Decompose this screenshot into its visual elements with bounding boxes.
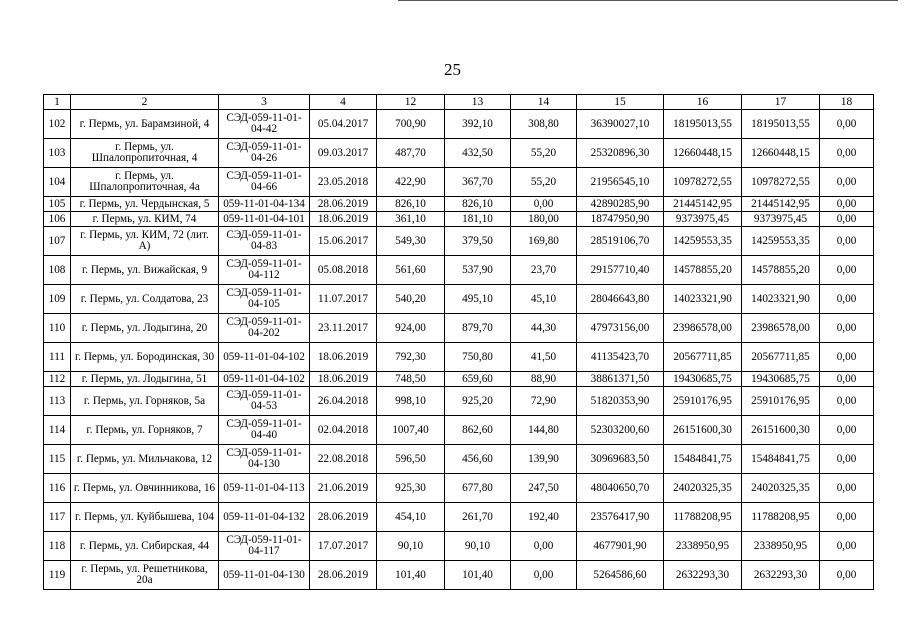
address-cell: г. Пермь, ул. Овчинникова, 16 <box>71 474 219 503</box>
col18-cell: 0,00 <box>820 416 874 445</box>
col17-cell: 14259553,35 <box>742 227 820 256</box>
register-table <box>43 94 874 590</box>
table-row <box>44 503 874 532</box>
code-cell: СЭД-059-11-01-04-66 <box>219 168 310 197</box>
code-cell: СЭД-059-11-01-04-117 <box>219 532 310 561</box>
col12-cell: 826,10 <box>377 197 445 212</box>
col12-cell: 540,20 <box>377 285 445 314</box>
col18-cell: 0,00 <box>820 343 874 372</box>
row-number-cell: 103 <box>44 139 71 168</box>
col16-cell: 9373975,45 <box>664 212 742 227</box>
table-row <box>44 285 874 314</box>
col15-cell: 25320896,30 <box>577 139 664 168</box>
col17-cell: 24020325,35 <box>742 474 820 503</box>
col16-cell: 21445142,95 <box>664 197 742 212</box>
column-header: 17 <box>742 95 820 110</box>
address-cell: г. Пермь, ул. КИМ, 74 <box>71 212 219 227</box>
col12-cell: 998,10 <box>377 387 445 416</box>
col16-cell: 15484841,75 <box>664 445 742 474</box>
col17-cell: 10978272,55 <box>742 168 820 197</box>
address-cell: г. Пермь, ул. Горняков, 5а <box>71 387 219 416</box>
table-row <box>44 343 874 372</box>
code-cell: СЭД-059-11-01-04-105 <box>219 285 310 314</box>
col18-cell: 0,00 <box>820 314 874 343</box>
col16-cell: 24020325,35 <box>664 474 742 503</box>
date-cell: 18.06.2019 <box>310 372 377 387</box>
col13-cell: 826,10 <box>445 197 511 212</box>
address-cell: г. Пермь, ул. Горняков, 7 <box>71 416 219 445</box>
col12-cell: 101,40 <box>377 561 445 590</box>
code-cell: СЭД-059-11-01-04-53 <box>219 387 310 416</box>
col13-cell: 495,10 <box>445 285 511 314</box>
date-cell: 23.11.2017 <box>310 314 377 343</box>
column-header: 4 <box>310 95 377 110</box>
col16-cell: 18195013,55 <box>664 110 742 139</box>
column-header: 13 <box>445 95 511 110</box>
address-cell: г. Пермь, ул. КИМ, 72 (лит. А) <box>71 227 219 256</box>
col15-cell: 48040650,70 <box>577 474 664 503</box>
row-number-cell: 113 <box>44 387 71 416</box>
row-number-cell: 114 <box>44 416 71 445</box>
table-row <box>44 561 874 590</box>
date-cell: 23.05.2018 <box>310 168 377 197</box>
col18-cell: 0,00 <box>820 168 874 197</box>
col17-cell: 21445142,95 <box>742 197 820 212</box>
table-row <box>44 227 874 256</box>
col13-cell: 659,60 <box>445 372 511 387</box>
col13-cell: 367,70 <box>445 168 511 197</box>
col15-cell: 28046643,80 <box>577 285 664 314</box>
col18-cell: 0,00 <box>820 197 874 212</box>
column-header: 2 <box>71 95 219 110</box>
code-cell: 059-11-01-04-102 <box>219 372 310 387</box>
col16-cell: 23986578,00 <box>664 314 742 343</box>
col15-cell: 51820353,90 <box>577 387 664 416</box>
date-cell: 15.06.2017 <box>310 227 377 256</box>
table-row <box>44 212 874 227</box>
col17-cell: 23986578,00 <box>742 314 820 343</box>
col16-cell: 14259553,35 <box>664 227 742 256</box>
table-row <box>44 110 874 139</box>
col17-cell: 15484841,75 <box>742 445 820 474</box>
column-header: 12 <box>377 95 445 110</box>
date-cell: 26.04.2018 <box>310 387 377 416</box>
col17-cell: 26151600,30 <box>742 416 820 445</box>
col16-cell: 14023321,90 <box>664 285 742 314</box>
date-cell: 18.06.2019 <box>310 343 377 372</box>
col14-cell: 139,90 <box>511 445 577 474</box>
col15-cell: 42890285,90 <box>577 197 664 212</box>
row-number-cell: 105 <box>44 197 71 212</box>
col13-cell: 432,50 <box>445 139 511 168</box>
col15-cell: 4677901,90 <box>577 532 664 561</box>
col12-cell: 700,90 <box>377 110 445 139</box>
col18-cell: 0,00 <box>820 474 874 503</box>
table-row <box>44 532 874 561</box>
code-cell: СЭД-059-11-01-04-42 <box>219 110 310 139</box>
col16-cell: 26151600,30 <box>664 416 742 445</box>
row-number-cell: 111 <box>44 343 71 372</box>
col15-cell: 21956545,10 <box>577 168 664 197</box>
col17-cell: 14578855,20 <box>742 256 820 285</box>
col17-cell: 2338950,95 <box>742 532 820 561</box>
address-cell: г. Пермь, ул. Шпалопропиточная, 4а <box>71 168 219 197</box>
col12-cell: 487,70 <box>377 139 445 168</box>
date-cell: 09.03.2017 <box>310 139 377 168</box>
col15-cell: 29157710,40 <box>577 256 664 285</box>
code-cell: 059-11-01-04-113 <box>219 474 310 503</box>
header-row <box>44 95 874 110</box>
date-cell: 11.07.2017 <box>310 285 377 314</box>
col17-cell: 14023321,90 <box>742 285 820 314</box>
table-row <box>44 139 874 168</box>
col17-cell: 11788208,95 <box>742 503 820 532</box>
col17-cell: 19430685,75 <box>742 372 820 387</box>
table-row <box>44 416 874 445</box>
col14-cell: 144,80 <box>511 416 577 445</box>
address-cell: г. Пермь, ул. Мильчакова, 12 <box>71 445 219 474</box>
col18-cell: 0,00 <box>820 503 874 532</box>
col15-cell: 36390027,10 <box>577 110 664 139</box>
col15-cell: 30969683,50 <box>577 445 664 474</box>
col15-cell: 23576417,90 <box>577 503 664 532</box>
code-cell: 059-11-01-04-132 <box>219 503 310 532</box>
col17-cell: 20567711,85 <box>742 343 820 372</box>
table-row <box>44 314 874 343</box>
address-cell: г. Пермь, ул. Сибирская, 44 <box>71 532 219 561</box>
col13-cell: 537,90 <box>445 256 511 285</box>
col16-cell: 11788208,95 <box>664 503 742 532</box>
col13-cell: 750,80 <box>445 343 511 372</box>
date-cell: 28.06.2019 <box>310 561 377 590</box>
row-number-cell: 112 <box>44 372 71 387</box>
col14-cell: 23,70 <box>511 256 577 285</box>
date-cell: 28.06.2019 <box>310 503 377 532</box>
col16-cell: 2338950,95 <box>664 532 742 561</box>
row-number-cell: 108 <box>44 256 71 285</box>
address-cell: г. Пермь, ул. Чердынская, 5 <box>71 197 219 212</box>
column-header: 16 <box>664 95 742 110</box>
col13-cell: 101,40 <box>445 561 511 590</box>
col12-cell: 748,50 <box>377 372 445 387</box>
code-cell: 059-11-01-04-101 <box>219 212 310 227</box>
col15-cell: 52303200,60 <box>577 416 664 445</box>
col12-cell: 90,10 <box>377 532 445 561</box>
address-cell: г. Пермь, ул. Бородинская, 30 <box>71 343 219 372</box>
col16-cell: 19430685,75 <box>664 372 742 387</box>
date-cell: 22.08.2018 <box>310 445 377 474</box>
col12-cell: 422,90 <box>377 168 445 197</box>
row-number-cell: 116 <box>44 474 71 503</box>
row-number-cell: 110 <box>44 314 71 343</box>
col13-cell: 379,50 <box>445 227 511 256</box>
col12-cell: 596,50 <box>377 445 445 474</box>
column-header: 15 <box>577 95 664 110</box>
col15-cell: 41135423,70 <box>577 343 664 372</box>
address-cell: г. Пермь, ул. Солдатова, 23 <box>71 285 219 314</box>
date-cell: 17.07.2017 <box>310 532 377 561</box>
col15-cell: 47973156,00 <box>577 314 664 343</box>
col12-cell: 1007,40 <box>377 416 445 445</box>
address-cell: г. Пермь, ул. Шпалопропиточная, 4 <box>71 139 219 168</box>
date-cell: 05.04.2017 <box>310 110 377 139</box>
col14-cell: 72,90 <box>511 387 577 416</box>
column-header: 14 <box>511 95 577 110</box>
col18-cell: 0,00 <box>820 256 874 285</box>
col14-cell: 180,00 <box>511 212 577 227</box>
col17-cell: 25910176,95 <box>742 387 820 416</box>
col14-cell: 55,20 <box>511 139 577 168</box>
col15-cell: 5264586,60 <box>577 561 664 590</box>
col13-cell: 456,60 <box>445 445 511 474</box>
col13-cell: 181,10 <box>445 212 511 227</box>
address-cell: г. Пермь, ул. Вижайская, 9 <box>71 256 219 285</box>
date-cell: 28.06.2019 <box>310 197 377 212</box>
table-row <box>44 387 874 416</box>
col17-cell: 18195013,55 <box>742 110 820 139</box>
col12-cell: 792,30 <box>377 343 445 372</box>
col17-cell: 2632293,30 <box>742 561 820 590</box>
code-cell: 059-11-01-04-130 <box>219 561 310 590</box>
code-cell: СЭД-059-11-01-04-40 <box>219 416 310 445</box>
table-row <box>44 474 874 503</box>
col14-cell: 44,30 <box>511 314 577 343</box>
address-cell: г. Пермь, ул. Лодыгина, 51 <box>71 372 219 387</box>
code-cell: СЭД-059-11-01-04-130 <box>219 445 310 474</box>
row-number-cell: 115 <box>44 445 71 474</box>
row-number-cell: 102 <box>44 110 71 139</box>
col14-cell: 88,90 <box>511 372 577 387</box>
col12-cell: 925,30 <box>377 474 445 503</box>
col14-cell: 169,80 <box>511 227 577 256</box>
col15-cell: 18747950,90 <box>577 212 664 227</box>
row-number-cell: 104 <box>44 168 71 197</box>
date-cell: 02.04.2018 <box>310 416 377 445</box>
col14-cell: 0,00 <box>511 197 577 212</box>
col18-cell: 0,00 <box>820 110 874 139</box>
col18-cell: 0,00 <box>820 285 874 314</box>
col16-cell: 10978272,55 <box>664 168 742 197</box>
col14-cell: 41,50 <box>511 343 577 372</box>
col13-cell: 392,10 <box>445 110 511 139</box>
row-number-cell: 117 <box>44 503 71 532</box>
date-cell: 21.06.2019 <box>310 474 377 503</box>
col16-cell: 2632293,30 <box>664 561 742 590</box>
row-number-cell: 119 <box>44 561 71 590</box>
code-cell: 059-11-01-04-102 <box>219 343 310 372</box>
col14-cell: 192,40 <box>511 503 577 532</box>
col13-cell: 925,20 <box>445 387 511 416</box>
col18-cell: 0,00 <box>820 372 874 387</box>
col16-cell: 12660448,15 <box>664 139 742 168</box>
col12-cell: 924,00 <box>377 314 445 343</box>
table-row <box>44 197 874 212</box>
address-cell: г. Пермь, ул. Куйбышева, 104 <box>71 503 219 532</box>
col18-cell: 0,00 <box>820 445 874 474</box>
col12-cell: 549,30 <box>377 227 445 256</box>
col13-cell: 862,60 <box>445 416 511 445</box>
table-row <box>44 445 874 474</box>
address-cell: г. Пермь, ул. Барамзиной, 4 <box>71 110 219 139</box>
col14-cell: 0,00 <box>511 561 577 590</box>
col16-cell: 25910176,95 <box>664 387 742 416</box>
code-cell: СЭД-059-11-01-04-83 <box>219 227 310 256</box>
col18-cell: 0,00 <box>820 139 874 168</box>
col13-cell: 879,70 <box>445 314 511 343</box>
code-cell: СЭД-059-11-01-04-112 <box>219 256 310 285</box>
top-rule <box>398 0 898 1</box>
address-cell: г. Пермь, ул. Решетникова, 20а <box>71 561 219 590</box>
column-header: 18 <box>820 95 874 110</box>
col18-cell: 0,00 <box>820 212 874 227</box>
col13-cell: 677,80 <box>445 474 511 503</box>
col14-cell: 55,20 <box>511 168 577 197</box>
code-cell: 059-11-01-04-134 <box>219 197 310 212</box>
row-number-cell: 109 <box>44 285 71 314</box>
col13-cell: 261,70 <box>445 503 511 532</box>
col17-cell: 12660448,15 <box>742 139 820 168</box>
col17-cell: 9373975,45 <box>742 212 820 227</box>
page-number: 25 <box>444 60 461 79</box>
date-cell: 18.06.2019 <box>310 212 377 227</box>
column-header: 3 <box>219 95 310 110</box>
row-number-cell: 107 <box>44 227 71 256</box>
col18-cell: 0,00 <box>820 532 874 561</box>
column-header: 1 <box>44 95 71 110</box>
col18-cell: 0,00 <box>820 387 874 416</box>
col14-cell: 247,50 <box>511 474 577 503</box>
col15-cell: 38861371,50 <box>577 372 664 387</box>
col18-cell: 0,00 <box>820 561 874 590</box>
col14-cell: 45,10 <box>511 285 577 314</box>
col14-cell: 308,80 <box>511 110 577 139</box>
date-cell: 05.08.2018 <box>310 256 377 285</box>
table-row <box>44 168 874 197</box>
col18-cell: 0,00 <box>820 227 874 256</box>
row-number-cell: 118 <box>44 532 71 561</box>
col12-cell: 454,10 <box>377 503 445 532</box>
col12-cell: 561,60 <box>377 256 445 285</box>
col13-cell: 90,10 <box>445 532 511 561</box>
address-cell: г. Пермь, ул. Лодыгина, 20 <box>71 314 219 343</box>
code-cell: СЭД-059-11-01-04-26 <box>219 139 310 168</box>
col15-cell: 28519106,70 <box>577 227 664 256</box>
col12-cell: 361,10 <box>377 212 445 227</box>
col14-cell: 0,00 <box>511 532 577 561</box>
col16-cell: 14578855,20 <box>664 256 742 285</box>
code-cell: СЭД-059-11-01-04-202 <box>219 314 310 343</box>
row-number-cell: 106 <box>44 212 71 227</box>
table-row <box>44 372 874 387</box>
col16-cell: 20567711,85 <box>664 343 742 372</box>
table-row <box>44 256 874 285</box>
